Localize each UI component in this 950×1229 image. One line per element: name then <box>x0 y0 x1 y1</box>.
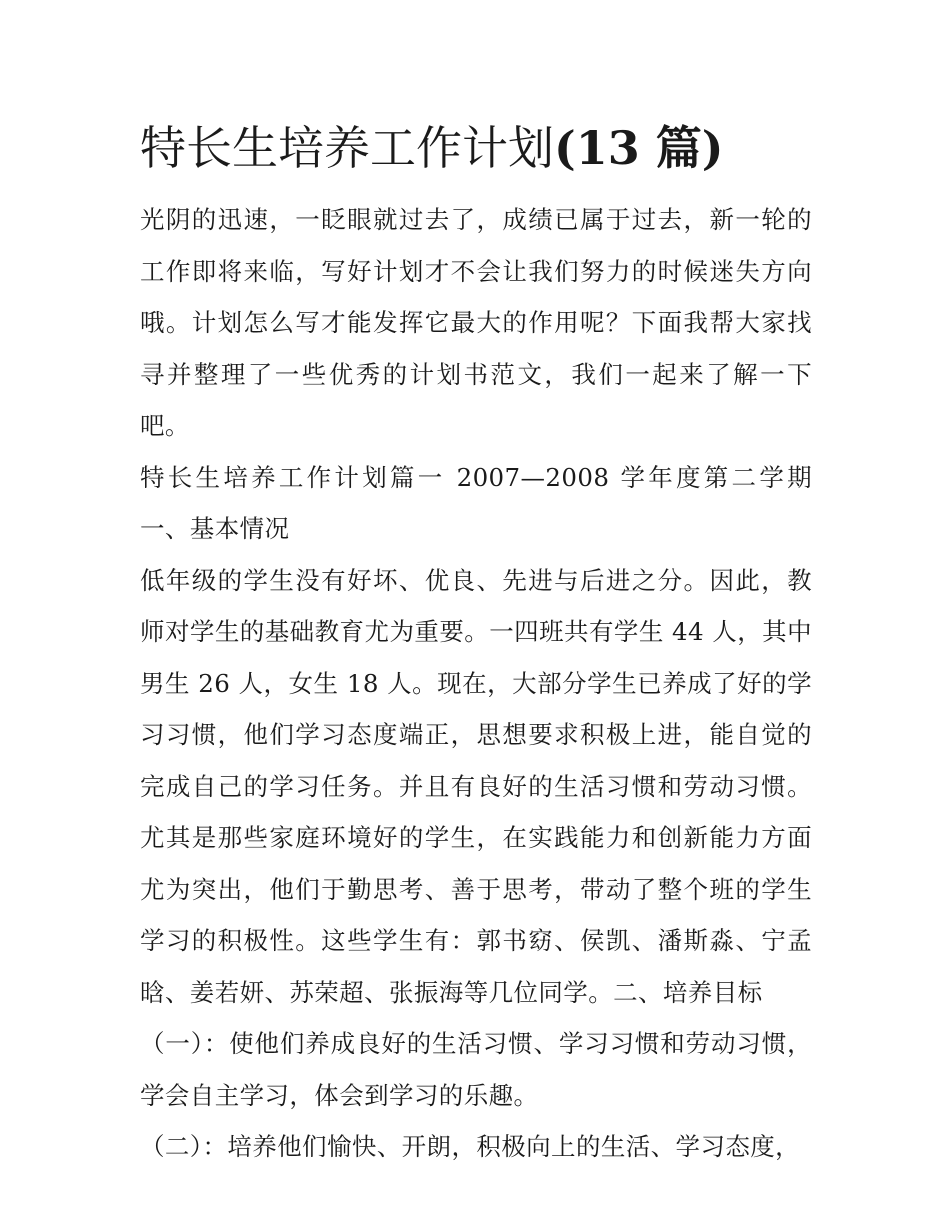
document-title <box>140 118 812 178</box>
intro-paragraph: 光阴的迅速，一眨眼就过去了，成绩已属于过去，新一轮的工作即将来临，写好计划才不会让我们努力的时候迷失方向哦。计划怎么写才能发挥它最大的作用呢？下面我帮大家找寻并整理了一些优秀的计划书范文，我们一起来了解一下吧。 <box>140 205 812 440</box>
title-count: (13 篇) <box>554 121 724 175</box>
section-heading-paragraph: 特长生培养工作计划篇一 2007—2008 学年度第二学期 一、基本情况 <box>140 462 812 543</box>
basic-situation-paragraph: 低年级的学生没有好坏、优良、先进与后进之分。因此，教师对学生的基础教育尤为重要。一四班共有学生 44 人，其中男生 26 人，女生 18 人。现在，大部分学生已养成了好的学习习惯，他们学习态度端正，思想要求积极上进，能自觉的完成自己的学习任务。并且有良好的生活习惯和劳动习惯。尤其是那些家庭环境好的学生，在实践能力和创新能力方面尤为突出，他们于勤思考、善于思考，带动了整个班的学生学习的积极性。这些学生有：郭书窈、侯凯、潘斯淼、宁孟晗、姜若妍、苏荣超、张振海等几位同学。二、培养目标 <box>140 565 812 1007</box>
goal-two-paragraph: （二）：培养他们愉快、开朗，积极向上的生活、学习态度， <box>140 1132 801 1161</box>
document-page <box>140 118 812 1173</box>
goal-one-paragraph: （一）：使他们养成良好的生活习惯、学习习惯和劳动习惯，学会自主学习，体会到学习的乐趣。 <box>140 1029 812 1110</box>
title-main: 特长生培养工作计划 <box>140 121 554 175</box>
